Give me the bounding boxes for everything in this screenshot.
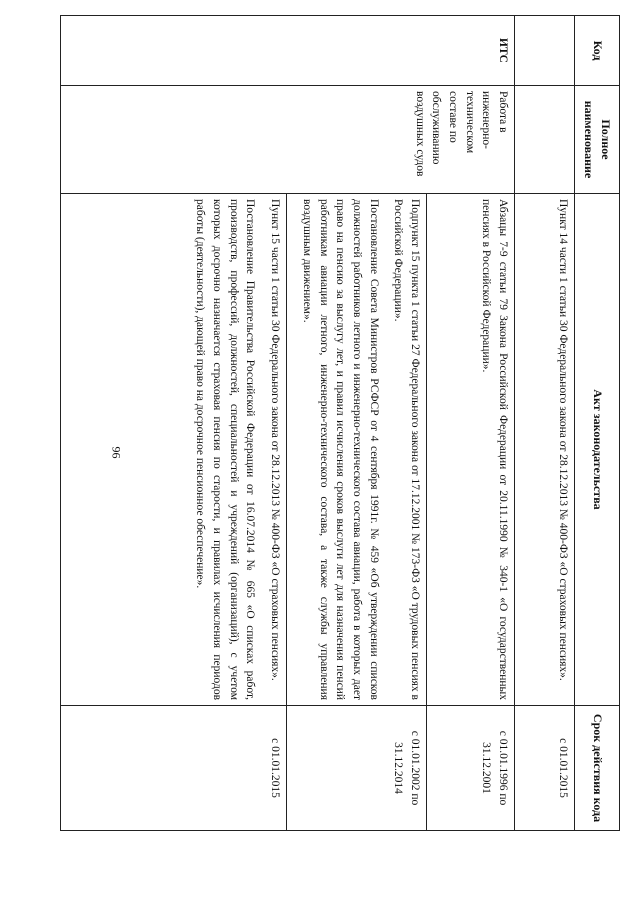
act-text: Абзацы 7-9 статьи 79 Закона Российской Федерации от 20.11.1990 № 340-1 «О государственных пенсиях в Российской Федерации».	[480, 199, 509, 700]
act-cell	[61, 194, 287, 706]
header-full-name: Полное наименование	[575, 86, 620, 194]
rotated-table-container	[60, 15, 620, 830]
act-text: Подпункт 15 пункта 1 статьи 27 Федерального закона от 17.12.2001 № 173-ФЗ «О трудовых пенсиях в Российской Федерации».	[392, 199, 421, 700]
code-cell: ИТС	[61, 16, 515, 86]
act-cell	[515, 194, 575, 706]
header-validity-period: Срок действия кода	[575, 706, 620, 831]
period-cell: с 01.01.2015	[61, 706, 287, 831]
table-row	[515, 16, 575, 831]
code-cell	[515, 16, 575, 86]
header-code: Код	[575, 16, 620, 86]
act-text: Постановление Правительства Российской Федерации от 16.07.2014 № 665 «О списках работ, производств, профессий, должностей, специальностей и учреждений (организаций), с учетом которых досрочно назначается страховая пенсия по старости, и правилах исчисления периодов работы (деятельности), дающей право на досрочное пенсионное обеспечение».	[194, 199, 257, 700]
act-text: Постановление Совета Министров РСФСР от 4 сентября 1991г. № 459 «Об утверждении списков должностей работников летного и инженерно-технического состава авиации, работа в которых дает право на пенсию за выслугу лет, и правил исчисления сроков выслуги лет для назначения пенсий работникам авиации летного, инженерно-технического состава, а также службы управления воздушным движением».	[300, 199, 380, 700]
name-cell: Работа в инженерно-техническом составе по обслуживанию воздушных судов	[61, 86, 515, 194]
table-row	[427, 16, 515, 831]
period-cell: с 01.01.2015	[515, 706, 575, 831]
name-cell	[515, 86, 575, 194]
act-cell	[287, 194, 427, 706]
period-cell: с 01.01.1996 по 31.12.2001	[427, 706, 515, 831]
period-cell: с 01.01.2002 по 31.12.2014	[287, 706, 427, 831]
act-cell	[427, 194, 515, 706]
act-text: Пункт 14 части 1 статьи 30 Федерального закона от 28.12.2013 № 400-ФЗ «О страховых пенсиях».	[557, 199, 569, 681]
page-number: 96	[109, 446, 124, 459]
header-legislation-act: Акт законодательства	[575, 194, 620, 706]
table-header-row	[575, 16, 620, 831]
act-text: Пункт 15 части 1 статьи 30 Федерального закона от 28.12.2013 № 400-ФЗ «О страховых пенсиях».	[269, 199, 281, 681]
codes-table	[60, 15, 620, 831]
